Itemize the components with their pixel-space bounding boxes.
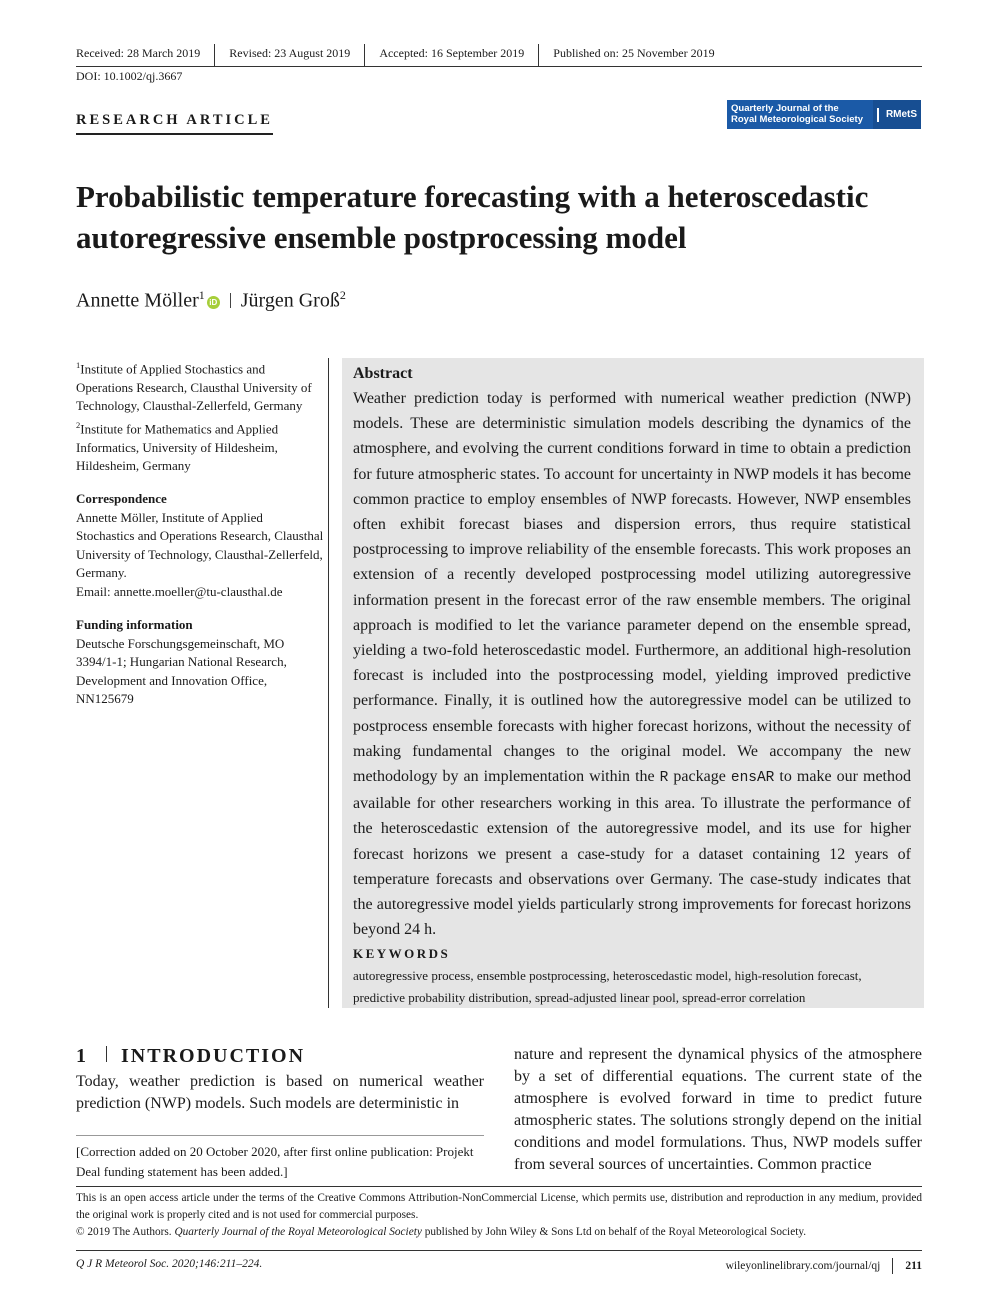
affiliation-number: 2 (76, 420, 81, 430)
section-title: INTRODUCTION (121, 1045, 306, 1067)
copyright-journal: Quarterly Journal of the Royal Meteorological Society (174, 1226, 422, 1238)
funding-text: Deutsche Forschungsgemeinschaft, MO 3394/1-1; Hungarian National Research, Development and Innovation Office, NN125679 (76, 635, 287, 706)
citation: Q J R Meteorol Soc. 2020;146:211–224. (76, 1258, 263, 1270)
column-divider (328, 358, 329, 1008)
revised-date: Revised: 23 August 2019 (214, 44, 364, 66)
abstract-part: package (668, 768, 731, 786)
rmets-mark-icon (877, 108, 883, 122)
section-heading (76, 1045, 305, 1068)
author-affiliation-mark: 2 (339, 288, 346, 302)
author-affiliation-mark: 1 (198, 288, 205, 302)
abstract-part: Weather prediction today is performed with numerical weather prediction (NWP) models. These are deterministic simulation models describing the dynamics of the atmosphere, and evolving the current conditions forward in time to obtain a prediction for future atmospheric states. To account for uncertainty in NWP models it has become common practice to employ ensembles of NWP forecasts. However, NWP ensembles often exhibit forecast biases and dispersion errors, thus require statistical postprocessing to improve reliability of the ensemble forecasts. This work proposes an extension of a recently developed postprocessing model utilizing autoregressive information present in the forecast error of the raw ensemble members. The original approach is modified to let the variance parameter depend on the ensemble spread, yielding a two-fold heteroscedastic model. Furthermore, an additional high-resolution forecast is included into the postprocessing model, yielding improved predictive performance. Finally, it is outlined how the autoregressive model can be utilized to postprocess ensemble forecasts with higher forecast horizons, without the necessity of making fundamental changes to the original model. We accompany the new methodology by an implementation within the (353, 390, 911, 786)
published-date: Published on: 25 November 2019 (538, 44, 728, 66)
author-list (76, 288, 346, 313)
article-type: RESEARCH ARTICLE (76, 112, 273, 135)
correspondence-heading: Correspondence (76, 491, 167, 506)
journal-url[interactable]: wileyonlinelibrary.com/journal/qj (725, 1260, 881, 1272)
section-number: 1 (76, 1045, 88, 1067)
intro-column-2: nature and represent the dynamical physics of the atmosphere by a set of differential equations. The current state of the atmosphere is evolved forward in time to predict future atmospheric states. The solutions strongly depend on the initial conditions and model formulations. Thus, NWP models suffer from several sources of uncertainties. Common practice (514, 1046, 922, 1173)
affiliation-number: 1 (76, 360, 81, 370)
section-separator (106, 1046, 107, 1062)
license-text: This is an open access article under the terms of the Creative Commons Attribution-NonCommercial License, which permits use, distribution and reproduction in any medium, provided the original work is properly cited and is not used for commercial purposes. (76, 1192, 922, 1221)
copyright-prefix: © 2019 The Authors. (76, 1226, 175, 1238)
correction-note: [Correction added on 20 October 2020, after first online publication: Projekt Deal funding statement has been added.] (76, 1144, 474, 1179)
license-block (76, 1190, 922, 1241)
page-number: 211 (905, 1260, 922, 1272)
affiliation-text: Institute of Applied Stochastics and Operations Research, Clausthal University of Technology, Clausthal-Zellerfeld, Germany (76, 361, 312, 414)
publication-dates (76, 44, 922, 67)
funding-heading: Funding information (76, 617, 193, 632)
abstract-text (353, 386, 911, 942)
abstract-part: to make our method available for other researchers working in this area. To illustrate the performance of the heteroscedastic extension of the autoregressive model, and its use for higher forecast horizons we present a case-study for a dataset containing 12 years of temperature forecasts and observations over Germany. The case-study indicates that the autoregressive model yields particularly strong improvements for forecast horizons beyond 24 h. (353, 768, 911, 939)
keywords-heading: KEYWORDS (353, 946, 451, 961)
license-divider (76, 1186, 922, 1187)
copyright-line (76, 1224, 922, 1241)
footer-right (726, 1258, 922, 1274)
journal-logo-line2: Royal Meteorological Society (731, 114, 863, 125)
affiliation-text: Institute for Mathematics and Applied Informatics, University of Hildesheim, Hildesheim, Germany (76, 421, 279, 474)
footer-divider (76, 1250, 922, 1251)
article-title: Probabilistic temperature forecasting with a heteroscedastic autoregressive ensemble postprocessing model (76, 179, 869, 255)
journal-logo[interactable] (727, 100, 921, 129)
rmets-badge (873, 100, 921, 129)
abstract-heading: Abstract (353, 365, 413, 382)
correspondence (76, 490, 324, 601)
footer-separator (892, 1258, 893, 1274)
journal-logo-line1: Quarterly Journal of the (731, 103, 839, 114)
affiliation (76, 356, 324, 416)
author-name[interactable]: Annette Möller (76, 289, 199, 312)
affiliation (76, 416, 324, 476)
rmets-badge-text: RMetS (885, 109, 918, 120)
doi[interactable]: DOI: 10.1002/qj.3667 (76, 69, 183, 83)
funding-information (76, 616, 324, 709)
author-name[interactable]: Jürgen Groß (240, 289, 340, 312)
received-date: Received: 28 March 2019 (76, 46, 201, 60)
abstract-code: ensAR (730, 770, 775, 787)
copyright-suffix: published by John Wiley & Sons Ltd on behalf of the Royal Meteorological Society. (421, 1226, 807, 1238)
correspondence-text: Annette Möller, Institute of Applied Stochastics and Operations Research, Clausthal University of Technology, Clausthal-Zellerfeld, Germany. (76, 509, 324, 580)
intro-column-1: Today, weather prediction is based on numerical weather prediction (NWP) models. Such models are deterministic in (76, 1073, 484, 1112)
accepted-date: Accepted: 16 September 2019 (364, 44, 538, 66)
correspondence-email[interactable]: Email: annette.moeller@tu-clausthal.de (76, 583, 283, 599)
footnote-divider (76, 1135, 484, 1136)
keywords-text: autoregressive process, ensemble postprocessing, heteroscedastic model, high-resolution forecast, predictive probability distribution, spread-adjusted linear pool, spread-error correlation (353, 968, 862, 1005)
abstract-code: R (659, 770, 669, 787)
orcid-icon[interactable]: iD (207, 296, 220, 309)
author-separator (230, 293, 231, 308)
